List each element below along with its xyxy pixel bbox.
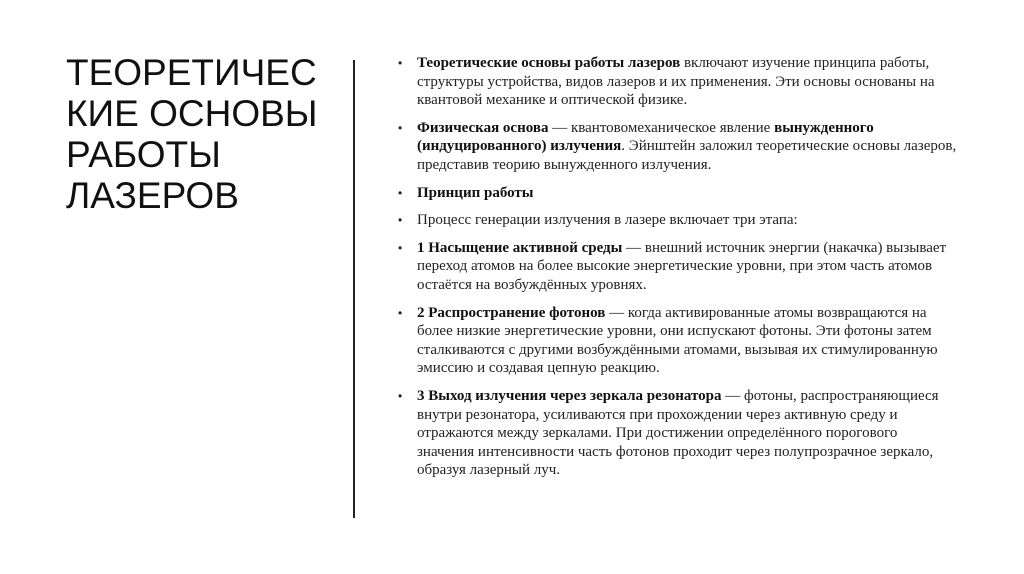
bold-text: 3 Выход излучения через зеркала резонатора bbox=[417, 387, 722, 404]
slide-title bbox=[66, 52, 336, 216]
bold-text: вынужденного (индуцированного) излучения bbox=[417, 119, 874, 155]
bullet-icon: • bbox=[398, 388, 403, 403]
body-text: — внешний источник энергии (накачка) вызывает переход атомов на более высокие энергетические уровни, при этом часть атомов остаётся на возбуждённых уровнях. bbox=[417, 239, 947, 293]
body-text: — фотоны, распространяющиеся внутри резонатора, усиливаются при прохождении через активную среду и отражаются между зеркалами. При достижении определённого порогового значения интенсивности часть фотонов проходит через полупрозрачное зеркало, образуя лазерный луч. bbox=[417, 387, 939, 479]
title-line: РАБОТЫ bbox=[66, 134, 221, 175]
bold-text: 2 Распространение фотонов bbox=[417, 304, 606, 321]
bullet-icon: • bbox=[398, 240, 403, 255]
bullet-icon: • bbox=[398, 185, 403, 200]
body-text: включают изучение принципа работы, структуры устройства, видов лазеров и их применения. Эти основы основаны на квантовой механике и оптической физике. bbox=[417, 55, 935, 109]
title-line: КИЕ ОСНОВЫ bbox=[66, 93, 318, 134]
body-text: Процесс генерации излучения в лазере включает три этапа: bbox=[417, 212, 798, 229]
title-line: ЛАЗЕРОВ bbox=[66, 175, 239, 216]
list-item bbox=[398, 304, 958, 378]
bullet-icon: • bbox=[398, 213, 403, 228]
body-text: . Эйнштейн заложил теоретические основы лазеров, представив теорию вынужденного излучения. bbox=[417, 138, 957, 173]
bold-text: Физическая основа bbox=[417, 119, 549, 136]
bold-text: 1 Насыщение активной среды bbox=[417, 239, 623, 256]
title-line: ТЕОРЕТИЧЕС bbox=[66, 52, 317, 93]
list-item bbox=[398, 119, 958, 175]
vertical-divider bbox=[353, 60, 355, 518]
bold-text: Принцип работы bbox=[417, 184, 534, 201]
bullet-icon: • bbox=[398, 305, 403, 320]
list-item bbox=[398, 387, 958, 480]
bullet-list bbox=[398, 54, 958, 489]
bullet-icon: • bbox=[398, 120, 403, 135]
list-item bbox=[398, 239, 958, 295]
bold-text: Теоретические основы работы лазеров bbox=[417, 55, 681, 71]
list-item bbox=[398, 211, 958, 230]
list-item bbox=[398, 54, 958, 110]
body-text: — квантовомеханическое явление bbox=[548, 119, 775, 136]
body-text: — когда активированные атомы возвращаются на более низкие энергетические уровни, они испускают фотоны. Эти фотоны затем сталкиваются с другими возбуждёнными атомами, вызывая их стимулированную эмиссию и создавая цепную реакцию. bbox=[417, 304, 938, 377]
list-item bbox=[398, 184, 958, 203]
bullet-icon: • bbox=[398, 56, 403, 70]
